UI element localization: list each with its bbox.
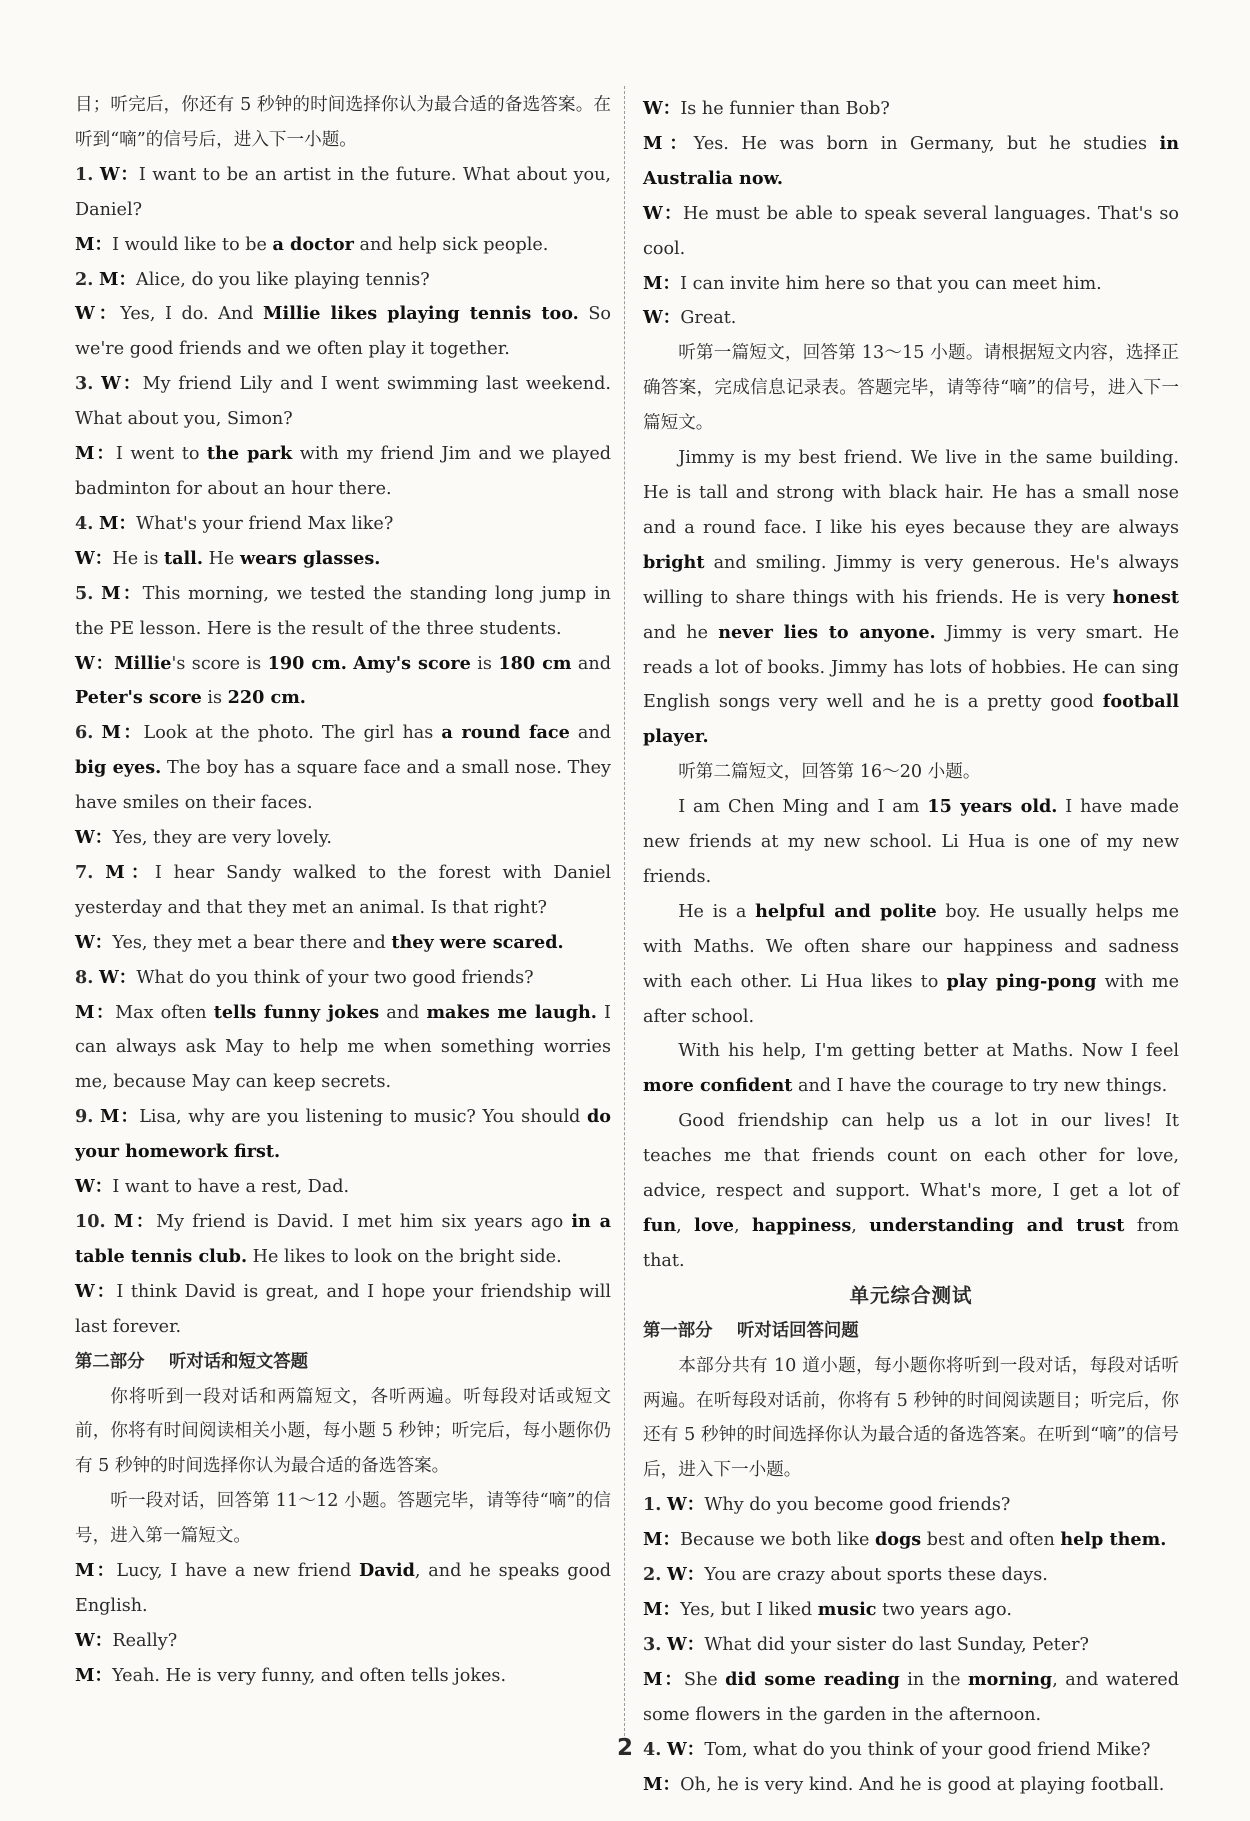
page-number: 2 xyxy=(616,1735,633,1761)
test-1-m: M：Because we both like dogs best and often help them. xyxy=(643,1529,1167,1551)
test-4-m: M：Oh, he is very kind. And he is good at playing football. xyxy=(643,1773,1165,1795)
passage-2-para-2: He is a helpful and polite boy. He usually helps me with Maths. We often share our happiness and sadness with each other. Li Hua likes to play ping-pong with me after school. xyxy=(643,900,1179,1027)
passage-2-para-1: I am Chen Ming and I am 15 years old. I have made new friends at my new school. Li Hua is one of my new friends. xyxy=(643,796,1179,887)
question-8-w: 8. W：What do you think of your two good friends? xyxy=(75,966,534,988)
part-1-intro: 本部分共有 10 道小题，每小题你将听到一段对话，每段对话听两遍。在听每段对话前，你将有 5 秒钟的时间阅读题目；听完后，你还有 5 秒钟的时间选择你认为最合适的备选答案。在听到“嘀”的信号后，进入下一小题。 xyxy=(643,1355,1179,1481)
passage-1-text: Jimmy is my best friend. We live in the same building. He is tall and strong with black hair. He has a small nose and a round face. I like his eyes because they are always bright and smiling. Jimmy is very generous. He's always willing to share things with his friends. He is very honest and he never lies to anyone. Jimmy is very smart. He reads a lot of books. Jimmy has lots of hobbies. He can sing English songs very well and he is a pretty good football player. xyxy=(643,448,1179,748)
question-3-m: M：I went to the park with my friend Jim and we played badminton for about an hour there. xyxy=(75,443,611,499)
question-1-w: 1. W：I want to be an artist in the future. What about you, Daniel? xyxy=(75,163,611,220)
part-2-intro: 你将听到一段对话和两篇短文，各听两遍。听每段对话或短文前，你将有时间阅读相关小题，每小题 5 秒钟；听完后，每小题你仍有 5 秒钟的时间选择你认为最合适的备选答案。 xyxy=(75,1386,611,1477)
test-1-w: 1. W：Why do you become good friends? xyxy=(643,1494,1011,1516)
question-2-m: 2. M：Alice, do you like playing tennis? xyxy=(75,268,430,290)
question-3-w: 3. W：My friend Lily and I went swimming last weekend. What about you, Simon? xyxy=(75,373,611,430)
question-8-m: M：Max often tells funny jokes and makes me laugh. I can always ask May to help me when something worries me, because May can keep secrets. xyxy=(75,1001,611,1093)
part-2-instruction: 听一段对话，回答第 11～12 小题。答题完毕，请等待“嘀”的信号，进入第一篇短文。 xyxy=(75,1491,611,1547)
question-7-w: W：Yes, they met a bear there and they were scared. xyxy=(75,931,564,953)
dialogue-line-8: W：Great. xyxy=(643,307,737,329)
question-7-m: 7. M：I hear Sandy walked to the forest with Daniel yesterday and that they met an animal. Is that right? xyxy=(75,861,611,918)
unit-test-title: 单元综合测试 xyxy=(849,1283,973,1307)
question-6-m: 6. M：Look at the photo. The girl has a round face and big eyes. The boy has a square face and a small nose. They have smiles on their faces. xyxy=(75,722,611,814)
test-3-w: 3. W：What did your sister do last Sunday, Peter? xyxy=(643,1633,1089,1655)
question-4-w: W：He is tall. He wears glasses. xyxy=(75,547,381,569)
part-1-heading: 第一部分 听对话回答问题 xyxy=(643,1320,859,1341)
dialogue-line-2: W：Really? xyxy=(75,1629,178,1651)
passage-1-instruction: 听第一篇短文，回答第 13～15 小题。请根据短文内容，选择正确答案，完成信息记录表。答题完毕，请等待“嘀”的信号，进入下一篇短文。 xyxy=(643,343,1179,434)
intro-continuation: 目；听完后，你还有 5 秒钟的时间选择你认为最合适的备选答案。在听到“嘀”的信号后，进入下一小题。 xyxy=(75,95,611,150)
question-6-w: W：Yes, they are very lovely. xyxy=(75,827,333,849)
dialogue-line-4: W：Is he funnier than Bob? xyxy=(643,98,890,119)
right-column xyxy=(643,92,1179,1802)
passage-2-para-3: With his help, I'm getting better at Maths. Now I feel more confident and I have the courage to try new things. xyxy=(643,1041,1179,1097)
part-2-heading: 第二部分 听对话和短文答题 xyxy=(75,1351,309,1372)
question-5-w: W：Millie's score is 190 cm. Amy's score is 180 cm and Peter's score is 220 cm. xyxy=(75,652,611,709)
dialogue-line-7: M：I can invite him here so that you can meet him. xyxy=(643,272,1102,294)
question-10-w: W：I think David is great, and I hope your friendship will last forever. xyxy=(75,1280,611,1337)
dialogue-line-3: M：Yeah. He is very funny, and often tells jokes. xyxy=(75,1664,507,1686)
passage-2-instruction: 听第二篇短文，回答第 16～20 小题。 xyxy=(678,762,981,783)
question-9-w: W：I want to have a rest, Dad. xyxy=(75,1176,350,1198)
dialogue-line-6: W：He must be able to speak several languages. That's so cool. xyxy=(643,202,1179,259)
test-2-m: M：Yes, but I liked music two years ago. xyxy=(643,1598,1012,1620)
dialogue-line-1: M：Lucy, I have a new friend David, and he speaks good English. xyxy=(75,1560,611,1616)
question-10-m: 10. M：My friend is David. I met him six years ago in a table tennis club. He likes to look on the bright side. xyxy=(75,1211,611,1267)
question-1-m: M：I would like to be a doctor and help sick people. xyxy=(75,233,549,255)
question-2-w: W：Yes, I do. And Millie likes playing tennis too. So we're good friends and we often play it together. xyxy=(75,303,611,360)
passage-2-para-4: Good friendship can help us a lot in our lives! It teaches me that friends count on each other for love, advice, respect and support. What's more, I get a lot of fun, love, happiness, understanding and trust from that. xyxy=(643,1111,1180,1271)
test-3-m: M：She did some reading in the morning, and watered some flowers in the garden in the afternoon. xyxy=(643,1668,1179,1725)
question-4-m: 4. M：What's your friend Max like? xyxy=(75,512,394,534)
column-divider xyxy=(624,86,625,1736)
left-column xyxy=(75,88,611,1694)
dialogue-line-5: M：Yes. He was born in Germany, but he studies in Australia now. xyxy=(643,132,1179,189)
test-4-w: 4. W：Tom, what do you think of your good friend Mike? xyxy=(643,1738,1151,1760)
question-9-m: 9. M：Lisa, why are you listening to music? You should do your homework first. xyxy=(75,1106,612,1163)
question-5-m: 5. M：This morning, we tested the standing long jump in the PE lesson. Here is the result of the three students. xyxy=(75,582,611,639)
test-2-w: 2. W：You are crazy about sports these days. xyxy=(643,1564,1048,1586)
